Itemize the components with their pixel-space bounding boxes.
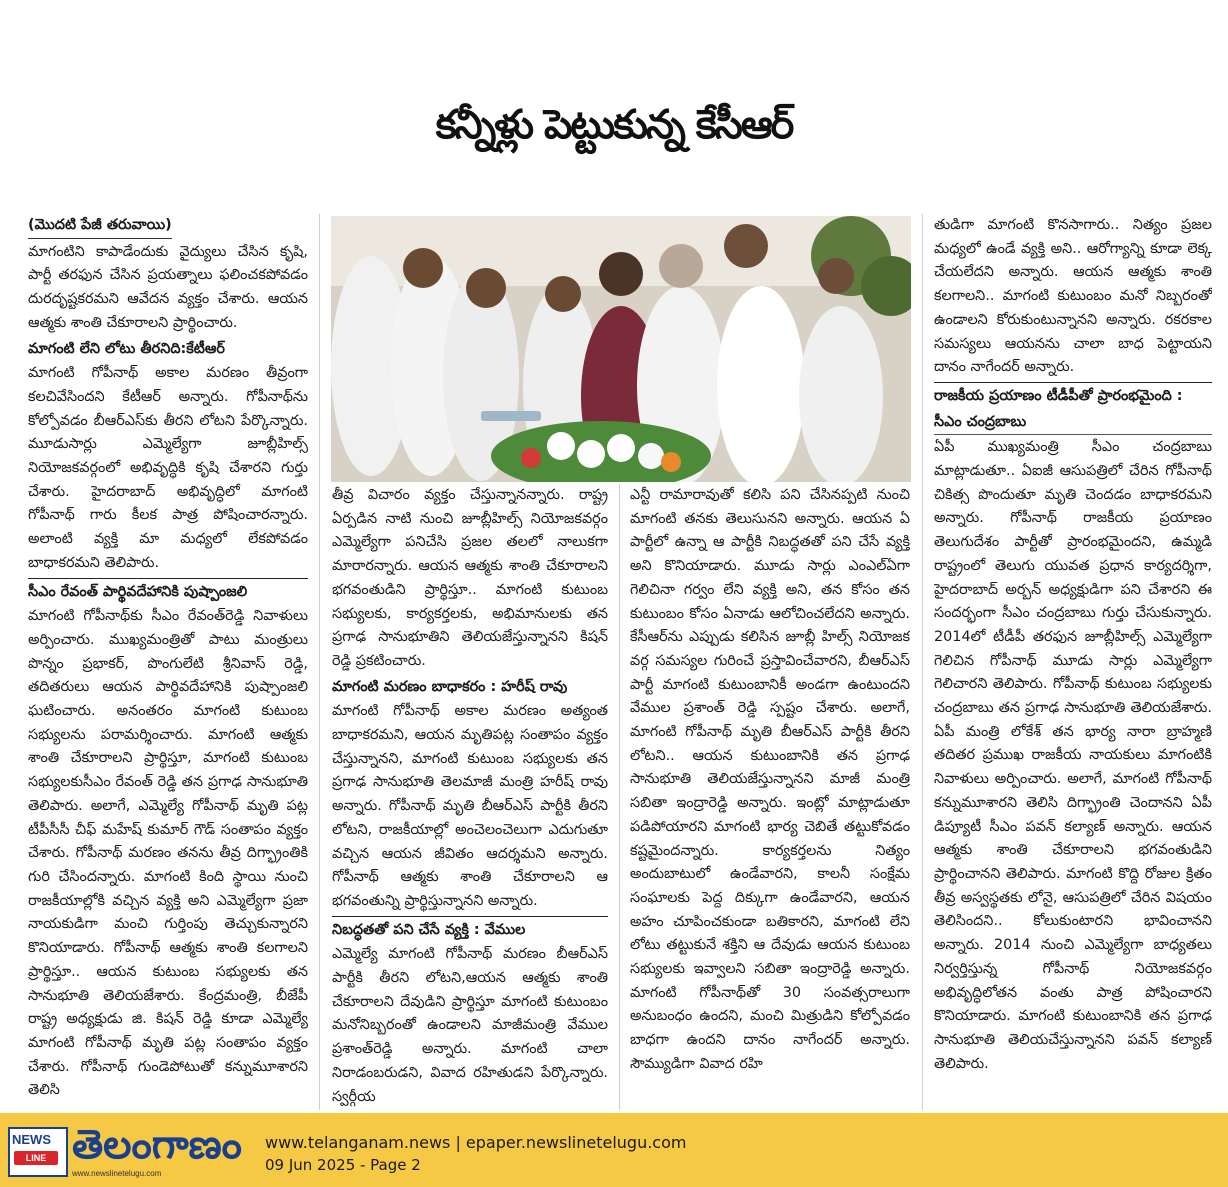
headline: కన్నీళ్లు పెట్టుకున్న కేసీఆర్	[435, 102, 793, 148]
subheading: నిబద్ధతతో పని చేసే వ్యక్తి : వేముల	[332, 916, 608, 943]
footer-bar	[0, 1113, 1228, 1187]
paragraph: మాగంటి గోపీనాథ్ అకాల మరణం అత్యంత బాధాకరమని, ఆయన మృతిపట్ల సంతాపం వ్యక్తం చేస్తున్నానని, మాగంటి కుటుంబ సభ్యులకు తన ప్రగాఢ సానుభూతి తెలమాజీ మంత్రి హరీష్ రావు అన్నారు. గోపీనాథ్ మృతి బీఆర్ఎస్ పార్టీకి తీరని లోటని, రాజకీయాల్లో అంచెలంచెలుగా ఎదుగుతూ వచ్చిన ఆయన జీవితం ఆదర్శమని అన్నారు. గోపీనాథ్ ఆత్మకు శాంతి చేకూరాలని ఆ భగవంతున్ని ప్రార్థిస్తున్నానని అన్నారు.	[332, 703, 608, 909]
column-divider	[619, 484, 620, 1110]
column-divider	[922, 214, 923, 1110]
logo-line-text: LINE	[14, 1151, 58, 1165]
paragraph: మాగంటి గోపీనాథ్ అకాల మరణం తీవ్రంగా కలచివేసిందని కేటీఆర్ అన్నారు. గోపీనాథ్‌ను కోల్పోవడం బీఆర్ఎస్‌కు తీరని లోటని పేర్కొన్నారు. మూడుసార్లు ఎమ్మెల్యేగా జూబ్లీహిల్స్ నియోజకవర్గంలో అభివృద్ధికి కృషి చేశారని గుర్తు చేశారు. హైదరాబాద్ అభివృద్ధిలో మాగంటి గోపీనాథ్ గారు కీలక పాత్ర పోషించారన్నారు. అలాంటి వ్యక్తి మా మధ్యలో లేకపోవడం బాధాకరమని తెలిపారు.	[28, 365, 308, 571]
column-divider	[319, 214, 320, 1110]
article-column-3	[630, 484, 910, 1110]
paragraph: మాగంటిని కాపాడేందుకు వైద్యులు చేసిన కృషి, పార్టీ తరఫున చేసిన ప్రయత్నాలు ఫలించకపోవడం దురదృష్టకరమని ఆవేదన వ్యక్తం చేశారు. ఆయన ఆత్మకు శాంతి చేకూరాలని ప్రార్థించారు.	[28, 243, 308, 331]
subheading: సీఎం రేవంత్ పార్థివదేహానికి పుష్పాంజలి	[28, 578, 308, 605]
article-column-1	[28, 214, 308, 1110]
brand-url[interactable]: www.newslinetelugu.com	[72, 1169, 162, 1178]
subheading: రాజకీయ ప్రయాణం టీడీపీతో ప్రారంభమైంది :	[934, 382, 1212, 409]
news-photo	[331, 216, 911, 482]
logo-news-text: NEWS	[12, 1132, 51, 1147]
footer-links[interactable]: www.telanganam.news | epaper.newslinetelugu.com	[265, 1133, 687, 1152]
mourners-photo-illustration	[331, 216, 911, 482]
paragraph: మాగంటి గోపీనాథ్‌కు సీఎం రేవంత్‌రెడ్డి నివాళులు అర్పించారు. ముఖ్యమంత్రితో పాటు మంత్రులు పొన్నం ప్రభాకర్, పొంగులేటి శ్రీనివాస్ రెడ్డి, తదితరులు ఆయన పార్థివదేహానికి పుష్పాంజలి ఘటించారు. అనంతరం మాగంటి కుటుంబ సభ్యులను పరామర్శించారు. మాగంటి ఆత్మకు శాంతి చేకూరాలని ప్రార్థిస్తూ, మాగంటి కుటుంబ సభ్యులకుసీఎం రేవంత్ రెడ్డి తన ప్రగాఢ సానుభూతి తెలిపారు. అలాగే, ఎమ్మెల్యే గోపీనాథ్ మృతి పట్ల టీపీసీసీ చీఫ్ మహేష్ కుమార్ గౌడ్ సంతాపం వ్యక్తం చేశారు. గోపీనాథ్ మరణం తనను తీవ్ర దిగ్భ్రాంతికి గురి చేసిందన్నారు. మాగంటి కింది స్థాయి నుంచి రాజకీయాల్లోకి వచ్చిన వ్యక్తి అని ఎమ్మెల్యేగా ప్రజా నాయకుడిగా మంచి గుర్తింపు తెచ్చుకున్నారని కొనియాడారు. గోపీనాథ్ ఆత్మకు శాంతి కలగాలని ప్రార్థిస్తూ.. ఆయన కుటుంబ సభ్యులకు తన సానుభూతి తెలియజేశారు. కేంద్రమంత్రి, బీజేపీ రాష్ట్ర అధ్యక్షుడు జి. కిషన్ రెడ్డి కూడా ఎమ్మెల్యే మాగంటి గోపీనాథ్ మృతి పట్ల సంతాపం వ్యక్తం చేశారు. గోపీనాథ్ గుండెపోటుతో కన్నుమూశారని తెలిసి	[28, 608, 308, 1099]
subheading: సీఎం చంద్రబాబు	[934, 411, 1212, 436]
subheading: మాగంటి లేని లోటు తీరనిది:కేటీఆర్	[28, 340, 225, 357]
article-column-4	[934, 214, 1212, 1110]
brand-name: తెలంగాణం	[72, 1122, 242, 1168]
article-column-2	[332, 484, 608, 1110]
paragraph: ఎమ్మెల్యే మాగంటి గోపీనాథ్ మరణం బీఆర్ఎస్ పార్టీకి తీరని లోటని,ఆయన ఆత్మకు శాంతి చేకూరాలని దేవుడిని ప్రార్థిస్తూ మాగంటి కుటుంబం మనోనిబ్బరంతో ఉండాలని మాజీమంత్రి వేముల ప్రశాంత్‌రెడ్డి అన్నారు. మాగంటి చాలా నిరాడంబరుడని, వివాద రహితుడని పేర్కొన్నారు. స్వర్గీయ	[332, 946, 608, 1105]
paragraph: ఏపీ ముఖ్యమంత్రి సీఎం చంద్రబాబు మాట్లాడుతూ.. ఏఐజీ ఆసుపత్రిలో చేరిన గోపీనాథ్ చికిత్స పొందుతూ మృతి చెందడం బాధాకరమని అన్నారు. గోపీనాథ్ రాజకీయ ప్రయాణం తెలుగుదేశం పార్టీతో ప్రారంభమైందని, ఉమ్మడి రాష్ట్రంలో తెలుగు యువత ప్రధాన కార్యదర్శిగా, హైదరాబాద్ అర్బన్ అధ్యక్షుడిగా పని చేశారని ఈ సందర్భంగా సీఎం చంద్రబాబు గుర్తు చేసుకున్నారు. 2014లో టీడీపీ తరఫున జూబ్లీహిల్స్ ఎమ్మెల్యేగా గెలిచిన గోపీనాథ్ మూడు సార్లు ఎమ్మెల్యేగా గెలిచారని తెలిపారు. గోపీనాథ్ కుటుంబ సభ్యులకు చంద్రబాబు తన ప్రగాఢ సానుభూతి తెలియజేశారు. ఏపీ మంత్రి లోకేశ్ తన భార్య నారా బ్రాహ్మణి తదితర ప్రముఖ రాజకీయ నాయకులు మాగంటికి నివాళులు అర్పించారు. అలాగే, మాగంటి గోపీనాథ్ కన్నుమూశారని తెలిసి దిగ్భ్రాంతి చెందానని ఏపీ డిప్యూటీ సీఎం పవన్ కల్యాణ్ అన్నారు. ఆయన ఆత్మకు శాంతి చేకూరాలని భగవంతుడిని ప్రార్థించానని తెలిపారు. మాగంటి కొద్ది రోజుల క్రితం తీవ్ర అస్వస్థతకు లోనై, ఆసుపత్రిలో చేరిన విషయం తెలిసిందని.. కోలుకుంటారని భావించానని అన్నారు. 2014 నుంచి ఎమ్మెల్యేగా బాధ్యతలు నిర్వర్తిస్తున్న గోపీనాథ్ నియోజకవర్గం అభివృద్ధిలోతన వంతు పాత్ర పోషించారని కొనియాడారు. మాగంటి కుటుంబానికి తన ప్రగాఢ సానుభూతి తెలియచేస్తున్నానని పవన్ కల్యాణ్ తెలిపారు.	[934, 439, 1212, 1072]
paragraph: తీవ్ర విచారం వ్యక్తం చేస్తున్నానన్నారు. రాష్ట్ర ఏర్పడిన నాటి నుంచి జూబ్లీహిల్స్ నియోజకవర్గం ఎమ్మెల్యేగా పనిచేసి ప్రజల తలలో నాలుకగా మారారన్నారు. ఆయన ఆత్మకు శాంతి చేకూరాలని భగవంతుడిని ప్రార్థిస్తూ.. మాగంటి కుటుంబ సభ్యులకు, కార్యకర్తలకు, అభిమానులకు తన ప్రగాఢ సానుభూతిని తెలియజేస్తున్నానని కిషన్ రెడ్డి ప్రకటించారు.	[332, 487, 608, 669]
subheading: మాగంటి మరణం బాధాకరం : హరీష్ రావు	[332, 678, 568, 695]
continuation-kicker: (మొదటి పేజీ తరువాయి)	[28, 214, 172, 239]
edition-date: 09 Jun 2025 - Page 2	[265, 1156, 421, 1174]
paragraph: తుడిగా మాగంటి కొనసాగారు.. నిత్యం ప్రజల మధ్యలో ఉండే వ్యక్తి అని.. ఆరోగ్యాన్ని కూడా లెక్క చేయలేదని అన్నారు. ఆయన ఆత్మకు శాంతి కలగాలని.. మాగంటి కుటుంబం మనో నిబ్బరంతో ఉండాలని కోరుకుంటున్నానని అన్నారు. రకరకాల సమస్యలు ఆయనను చాలా బాధ పెట్టాయని దానం నాగేందర్ అన్నారు.	[934, 217, 1212, 376]
paragraph: ఎన్టీ రామారావుతో కలిసి పని చేసినప్పటి నుంచి మాగంటి తనకు తెలుసునని అన్నారు. ఆయన ఏ పార్టీలో ఉన్నా ఆ పార్టీకి నిబద్ధతతో పని చేసే వ్యక్తి అని కొనియాడారు. మూడు సార్లు ఎంఎల్ఏగా గెలిచినా గర్వం లేని వ్యక్తి అని, తన కోసం తన కుటుంబం కోసం ఏనాడు ఆలోచించలేదని అన్నారు. కేసీఆర్‌ను ఎప్పుడు కలిసిన జూబ్లీ హిల్స్ నియోజక వర్గ సమస్యల గురించే ప్రస్తావించేవారని, బీఆర్ఎస్ పార్టీ మాగంటి కుటుంబానికీ అండగా ఉంటుందని వేముల ప్రశాంత్ రెడ్డి స్పష్టం చేశారు. అలాగే, మాగంటి గోపీనాథ్ మృతి బీఆర్ఎస్ పార్టీకి తీరని లోటని.. ఆయన కుటుంబానికి తన ప్రగాఢ సానుభూతి తెలియజేస్తున్నానని మాజీ మంత్రి సబితా ఇంద్రారెడ్డి అన్నారు. ఇంట్లో మాట్లాడుతూ పడిపోయారని మాగంటి భార్య చెబితే తట్టుకోవడం కష్టమైందన్నారు. కార్యకర్తలను నిత్యం అందుబాటులో ఉండేవారని, కాలనీ సంక్షేమ సంఘాలకు పెద్ద దిక్కుగా ఉండేవారని, ఆయన అహం చూపించకుండా బతికారని, మాగంటి లేని లోటు తట్టుకునే శక్తిని ఆ దేవుడు ఆయన కుటుంబ సభ్యులకు ఇవ్వాలని సబితా ఇంద్రారెడ్డి అన్నారు. మాగంటి గోపీనాథ్‌తో 30 సంవత్సరాలుగా అనుబంధం ఉందని, మంచి మిత్రుడిని కోల్పోవడం బాధగా ఉందని దానం నాగేందర్ అన్నారు. సౌమ్యుడిగా వివాద రహి	[630, 487, 910, 1072]
newsline-logo	[8, 1127, 68, 1177]
